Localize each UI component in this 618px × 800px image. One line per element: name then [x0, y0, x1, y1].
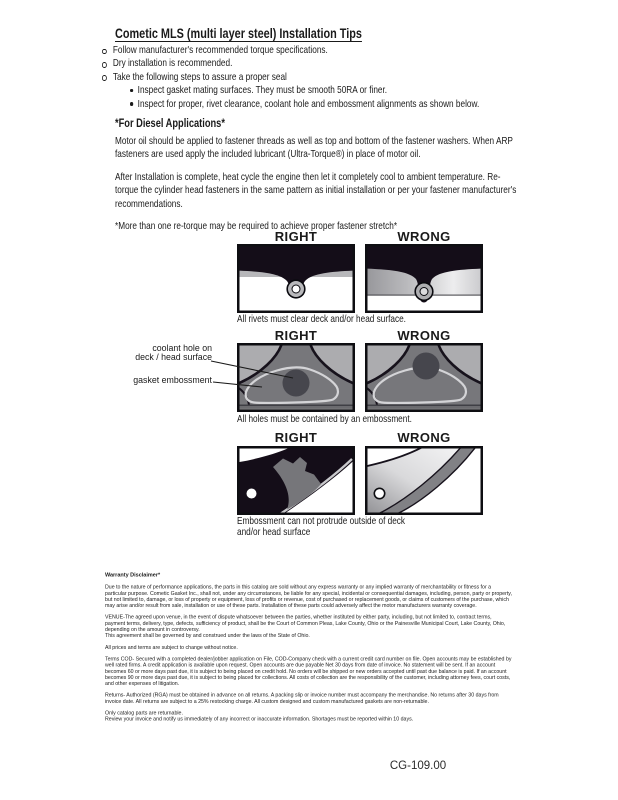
legal-paragraph: Due to the nature of performance applications, the parts in this catalog are sold without any express warranty or any implied warranty of merchantability or fitness for a particular purpose. Cometic Gasket Inc., shall not, under any circumstances, be liable for any special, incidental or consequential damages, including, person, party or property, but not limited to, damage, or loss of property or equipment, loss of profits or revenue, cost of purchased or replacement goods, or claims of customers of the purchase, which may arise and/or result from sale, installation or use of these parts. Installation of these parts could adversely affect the motor manufacturers warranty coverage. — [105, 584, 512, 609]
list-item — [102, 84, 598, 97]
diagram-caption: All holes must be contained by an embossment. — [237, 414, 412, 425]
diesel-note: *More than one re-torque may be required to achieve proper fastener stretch* — [115, 221, 398, 233]
legal-paragraph: All prices and terms are subject to change without notice. — [105, 644, 238, 651]
leader-lines — [205, 356, 300, 392]
tips-list — [102, 44, 598, 111]
right-label: RIGHT — [274, 430, 318, 445]
wrong-label: WRONG — [397, 229, 451, 244]
page-title: Cometic MLS (multi layer steel) Installation Tips — [115, 26, 362, 41]
diesel-paragraph: Motor oil should be applied to fastener threads as well as top and bottom of the fastener washers. When ARP fasteners are used apply the included lubricant (Ultra-Torque®) in place of motor oil. — [115, 136, 513, 161]
bullet-icon — [102, 62, 106, 68]
list-item — [102, 71, 598, 84]
list-item — [102, 57, 598, 70]
diesel-section — [115, 117, 519, 233]
protrusion-wrong-diagram — [365, 446, 483, 515]
wrong-label: WRONG — [397, 328, 451, 343]
right-label: RIGHT — [274, 328, 318, 343]
tip-text: Inspect gasket mating surfaces. They must be smooth 50RA or finer. — [137, 85, 388, 97]
tip-text: Take the following steps to assure a proper seal — [112, 71, 287, 83]
rivet-wrong-diagram — [365, 244, 483, 313]
legal-paragraph: Review your invoice and notify us immediately of any incorrect or inaccurate information. Shortages must be reported within 10 days. — [105, 716, 414, 723]
diagram-caption: Embossment can not protrude outside of deck and/or head surface — [237, 516, 406, 538]
gasket-embossment-callout: gasket embossment — [133, 375, 212, 385]
tip-text: Inspect for proper, rivet clearance, coolant hole and embossment alignments as shown below. — [137, 98, 480, 110]
legal-heading: Warranty Disclaimer* — [105, 572, 161, 578]
coolant-hole-callout: coolant hole on deck / head surface — [135, 343, 212, 363]
list-item — [102, 98, 598, 111]
list-item — [102, 44, 598, 57]
bullet-icon — [130, 102, 133, 106]
bullet-icon — [130, 89, 133, 93]
legal-paragraph: Terms COD- Secured with a completed dealer/jobber application on File, COD-Company check with a current credit card number on file. Open accounts may be established by well rated firms. A credit application is available upon request. Open accounts are due payable Net 30 days from date of invoice. No statement will be sent. If an account becomes 60 or more days past due, it is subject to being placed on credit hold. No orders will be shipped or new orders accepted until past due balance is paid. If an account becomes 90 or more days past due, it is subject to being placed for collections. All costs of collection are the responsibility of the customer, including attorney fees, court costs, and other expenses of litigation. — [105, 655, 512, 687]
bullet-icon — [102, 49, 106, 55]
right-label: RIGHT — [274, 229, 318, 244]
legal-paragraph: Returns- Authorized (RGA) must be obtained in advance on all returns. A packing slip or invoice number must accompany the merchandise. No returns after 30 days from invoice date. All returns are subject to a 25% restocking charge. All custom designed and custom manufactured gaskets are non-returnable. — [105, 692, 499, 705]
diesel-paragraph: After Installation is complete, heat cycle the engine then let it completely cool to ambient temperature. Re-torque the cylinder head fasteners in the same pattern as initial installation or per your fastener manufacturer's recommendations. — [115, 171, 517, 210]
protrusion-right-diagram — [237, 446, 355, 515]
rivet-right-diagram — [237, 244, 355, 313]
page-code: CG-109.00 — [389, 760, 447, 772]
diagram-caption: All rivets must clear deck and/or head surface. — [237, 314, 406, 325]
legal-paragraph: This agreement shall be governed by and construed under the laws of the State of Ohio. — [105, 632, 310, 639]
tip-text: Dry installation is recommended. — [112, 58, 233, 70]
diesel-heading: *For Diesel Applications* — [115, 117, 225, 130]
bullet-icon — [102, 75, 106, 81]
wrong-label: WRONG — [397, 430, 451, 445]
legal-paragraph: VENUE-The agreed upon venue, in the event of dispute whatsoever between the parties, whether instituted by either party, including, but not limited to, contract terms, payment terms, delivery, type, defects, sufficiency of product, shall be the Court of Common Pleas, Lake County, Ohio or the Painesville Municipal Court, Lake County, Ohio, depending on the amount in controversy. — [105, 614, 506, 633]
tip-text: Follow manufacturer's recommended torque specifications. — [112, 45, 328, 56]
embossment-wrong-diagram — [365, 343, 483, 412]
legal-paragraph: Only catalog parts are returnable. — [105, 710, 183, 717]
legal-section — [105, 572, 513, 728]
